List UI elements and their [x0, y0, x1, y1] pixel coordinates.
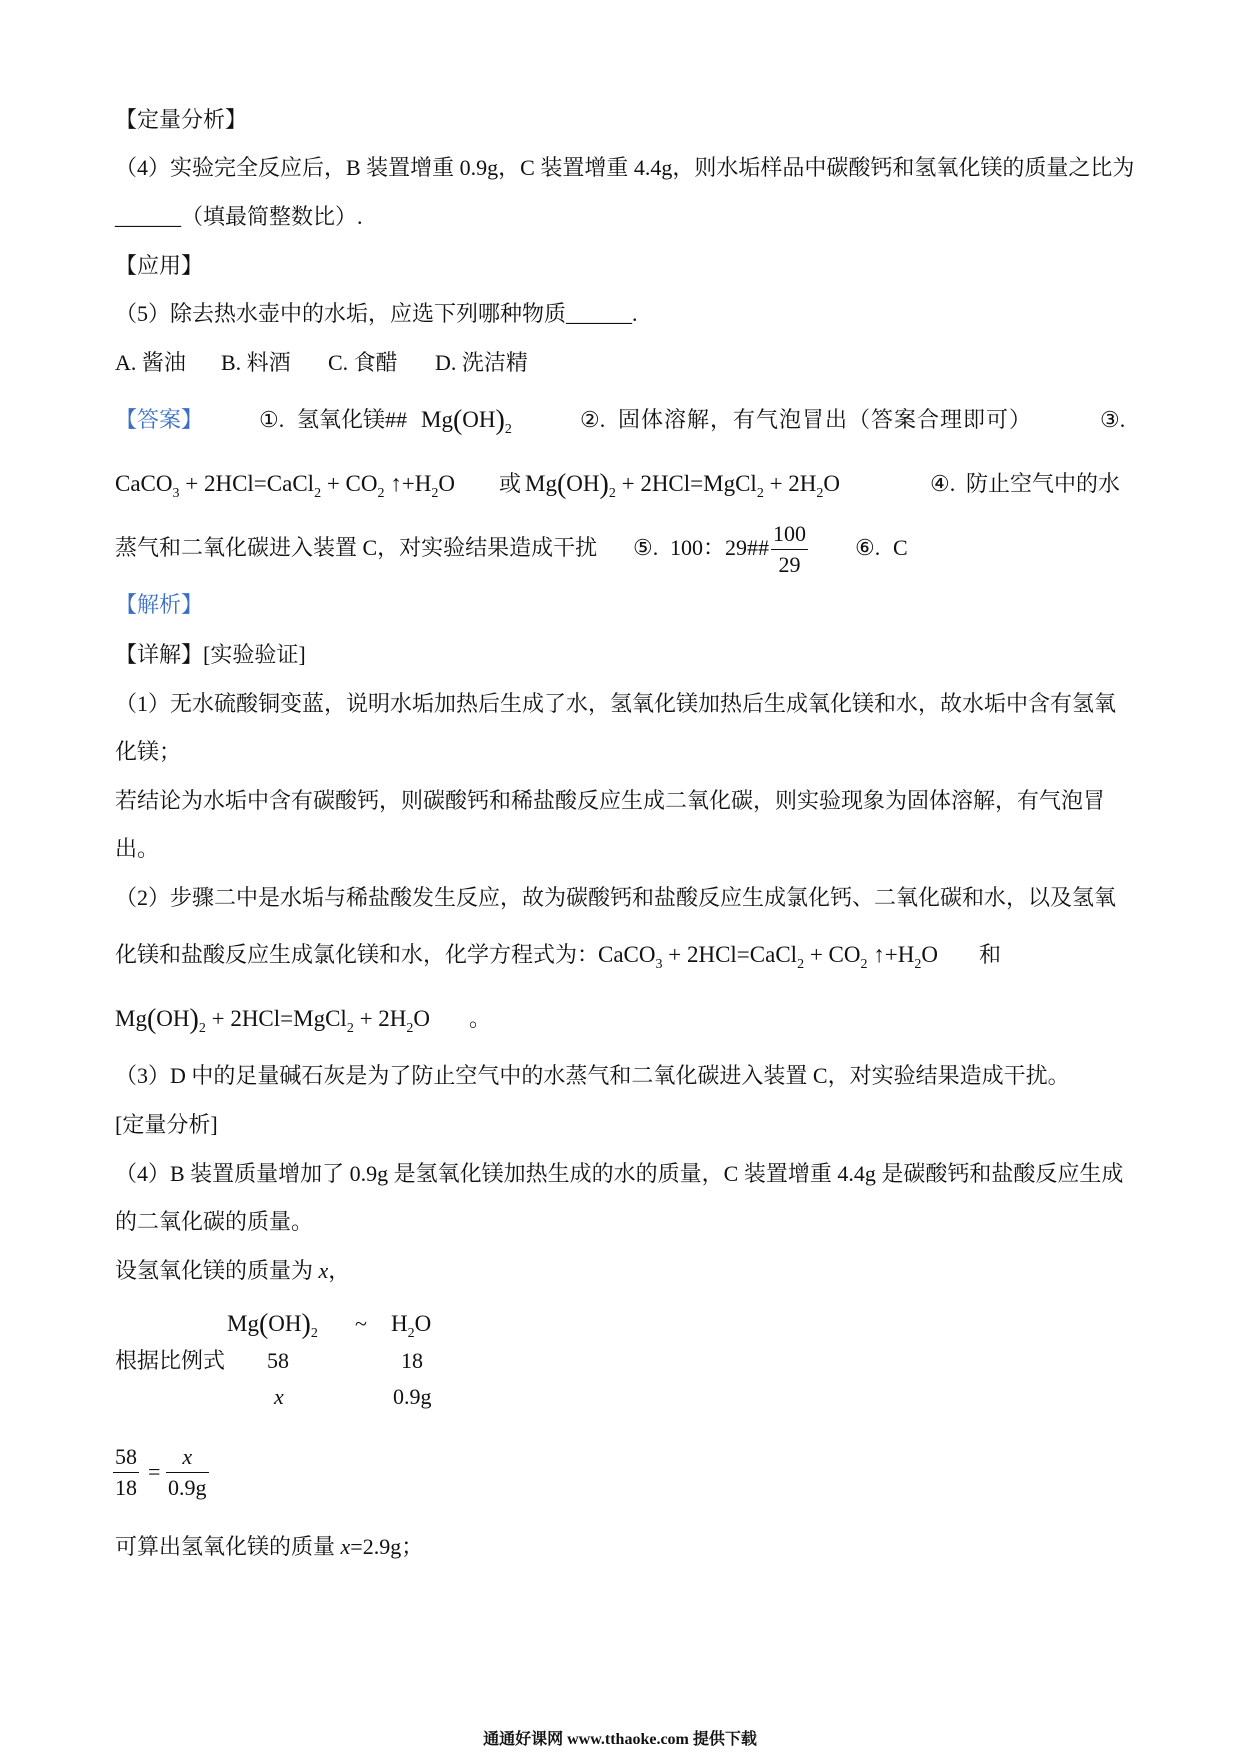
analysis-1-line-2: 化镁； — [115, 739, 182, 764]
ratio-label: 根据比例式 — [115, 1348, 226, 1373]
subscript: 2 — [860, 957, 868, 972]
formula-text: O — [921, 942, 938, 967]
parenthesis: ( — [146, 1004, 157, 1035]
ratio-relation: ~ — [355, 1311, 367, 1336]
proportion-left-fraction — [113, 1442, 139, 1503]
analysis-2-line-2: 化镁和盐酸反应生成氯化镁和水，化学方程式为： — [115, 942, 600, 967]
analysis-1-line-1: （1）无水硫酸铜变蓝，说明水垢加热后生成了水，氢氧化镁加热后生成氧化镁和水，故水垢中含有氢氧 — [115, 691, 1117, 716]
subscript: 2 — [914, 957, 922, 972]
formula-text: O — [823, 471, 841, 496]
formula-text: Mg — [227, 1311, 259, 1336]
answer-3-or: 或 — [499, 471, 522, 496]
set-variable — [115, 1256, 350, 1286]
subscript: 2 — [198, 1021, 206, 1036]
answer-5-text: 100：29## — [670, 535, 770, 560]
formula-text: + CO — [804, 942, 861, 967]
analysis-1b-line-1: 若结论为水垢中含有碳酸钙，则碳酸钙和稀盐酸反应生成二氧化碳，则实验现象为固体溶解，有气泡冒 — [115, 788, 1106, 813]
formula-text: + 2HCl=MgCl — [205, 1006, 347, 1031]
parenthesis: ) — [301, 1309, 311, 1340]
subscript: 2 — [310, 1326, 318, 1341]
formula-text: O — [413, 1006, 431, 1031]
analysis-2-equation-2 — [115, 1004, 430, 1034]
subscript: 3 — [655, 957, 663, 972]
fraction-numerator: 58 — [115, 1444, 137, 1469]
formula-text: + 2HCl=MgCl — [615, 471, 757, 496]
option-a: A. 酱油 — [115, 350, 186, 375]
ratio-molar-mass-2: 18 — [401, 1348, 423, 1373]
analysis-label: 【解析】 — [115, 592, 204, 617]
answer-3-equation-2 — [525, 469, 840, 499]
section-heading-application: 【应用】 — [115, 253, 204, 278]
italic-variable: x — [318, 1258, 329, 1283]
proportion-right-fraction — [166, 1442, 209, 1503]
answer-2-text: 固体溶解，有气泡冒出（答案合理即可） — [618, 407, 1033, 432]
formula-text: ↑+H — [384, 471, 432, 496]
fraction-numerator: x — [182, 1444, 193, 1469]
answer-4-number: ④. — [930, 471, 956, 496]
parenthesis: ( — [556, 469, 567, 500]
parenthesis: ) — [189, 1004, 199, 1035]
subscript: 2 — [314, 486, 322, 501]
formula-text: 可算出氢氧化镁的质量 — [115, 1534, 341, 1559]
answer-1-number: ①. — [259, 407, 285, 432]
result-line — [115, 1532, 423, 1562]
formula-text: OH — [566, 471, 600, 496]
subscript: 2 — [504, 422, 512, 437]
answer-6-text: C — [893, 535, 908, 560]
analysis-1b-line-2: 出。 — [115, 836, 160, 861]
answer-4-text-2: 蒸气和二氧化碳进入装置 C，对实验结果造成干扰 — [115, 535, 598, 560]
ratio-mass-1: x — [274, 1384, 284, 1409]
formula-text: O — [414, 1311, 432, 1336]
analysis-4-line-2: 的二氧化碳的质量。 — [115, 1209, 314, 1234]
formula-text: Mg — [421, 407, 453, 432]
formula-text: OH — [268, 1311, 302, 1336]
answer-3-number: ③. — [1100, 407, 1126, 432]
ratio-species-1 — [227, 1309, 318, 1339]
page-footer: 通通好课网 www.tthaoke.com 提供下载 — [483, 1731, 757, 1748]
subscript: 2 — [756, 486, 764, 501]
fraction-numerator: 100 — [773, 521, 806, 546]
analysis-4-line-1: （4）B 装置质量增加了 0.9g 是氢氧化镁加热生成的水的质量，C 装置增重 4.4g 是碳酸钙和盐酸反应生成 — [115, 1161, 1124, 1186]
formula-text: ， — [328, 1258, 351, 1283]
answer-3-equation-1 — [115, 469, 455, 499]
subscript: 2 — [608, 486, 616, 501]
subscript: 2 — [346, 1021, 354, 1036]
analysis-3: （3）D 中的足量碱石灰是为了防止空气中的水蒸气和二氧化碳进入装置 C，对实验结果造成干扰。 — [115, 1063, 1070, 1088]
subscript: 2 — [406, 1021, 414, 1036]
italic-variable: x — [340, 1534, 351, 1559]
answer-1-text: 氢氧化镁## — [297, 407, 408, 432]
answer-5-number: ⑤. — [633, 535, 659, 560]
answer-5-fraction — [771, 519, 808, 580]
detail-heading: 【详解】[实验验证] — [115, 642, 306, 667]
formula-text: + CO — [321, 471, 378, 496]
answer-blank: ______ — [115, 204, 181, 229]
subscript: 2 — [431, 486, 439, 501]
formula-text: + 2HCl=CaCl — [179, 471, 315, 496]
question-5-text: （5）除去热水壶中的水垢，应选下列哪种物质 — [115, 301, 567, 326]
formula-text: H — [391, 1311, 408, 1336]
ratio-species-2 — [391, 1309, 431, 1339]
formula-text: Mg — [525, 471, 557, 496]
analysis-2-and: 和 — [979, 942, 1002, 967]
subscript: 2 — [377, 486, 385, 501]
formula-text: O — [438, 471, 455, 496]
formula-text: OH — [156, 1006, 190, 1031]
formula-text: CaCO — [598, 942, 656, 967]
fraction-denominator: 0.9g — [168, 1475, 207, 1500]
analysis-quantitative-heading: [定量分析] — [115, 1112, 218, 1137]
answer-4-text-1: 防止空气中的水 — [966, 471, 1121, 496]
parenthesis: ( — [452, 405, 463, 436]
fraction-denominator: 18 — [115, 1475, 137, 1500]
option-d: D. 洗洁精 — [435, 350, 528, 375]
fraction-denominator: 29 — [778, 552, 801, 577]
analysis-2-line-1: （2）步骤二中是水垢与稀盐酸发生反应，故为碳酸钙和盐酸反应生成氯化钙、二氧化碳和水，以及氢氧 — [115, 885, 1117, 910]
question-4-line-1: （4）实验完全反应后，B 装置增重 0.9g，C 装置增重 4.4g，则水垢样品中碳酸钙和氢氧化镁的质量之比为 — [115, 155, 1135, 180]
answer-label: 【答案】 — [115, 407, 204, 432]
formula-text: OH — [462, 407, 496, 432]
analysis-2-end: 。 — [469, 1006, 492, 1031]
formula-text: + 2HCl=CaCl — [662, 942, 798, 967]
parenthesis: ( — [258, 1309, 269, 1340]
option-c: C. 食醋 — [328, 350, 398, 375]
answer-2-number: ②. — [580, 407, 606, 432]
subscript: 2 — [407, 1326, 415, 1341]
question-5 — [115, 299, 638, 329]
option-b: B. 料酒 — [221, 350, 291, 375]
formula-text: Mg — [115, 1006, 147, 1031]
answer-1-formula — [421, 405, 512, 435]
answer-6-number: ⑥. — [855, 535, 881, 560]
ratio-molar-mass-1: 58 — [267, 1348, 289, 1373]
question-4-hint: （填最简整数比）. — [181, 204, 363, 229]
formula-text: CaCO — [115, 471, 173, 496]
subscript: 2 — [797, 957, 805, 972]
subscript: 2 — [816, 486, 824, 501]
formula-text: =2.9g； — [350, 1534, 424, 1559]
question-4-line-2 — [115, 202, 363, 232]
section-heading-quantitative: 【定量分析】 — [115, 107, 248, 132]
answer-blank: ______ — [566, 301, 633, 326]
subscript: 3 — [172, 486, 180, 501]
formula-text: 设氢氧化镁的质量为 — [115, 1258, 319, 1283]
proportion-equals: = — [148, 1459, 161, 1484]
question-5-end: . — [632, 301, 638, 326]
formula-text: + 2H — [353, 1006, 407, 1031]
formula-text: ↑+H — [867, 942, 915, 967]
analysis-2-equation-1 — [598, 940, 938, 970]
parenthesis: ) — [599, 469, 609, 500]
ratio-mass-2: 0.9g — [393, 1384, 432, 1409]
parenthesis: ) — [495, 405, 505, 436]
formula-text: + 2H — [763, 471, 817, 496]
